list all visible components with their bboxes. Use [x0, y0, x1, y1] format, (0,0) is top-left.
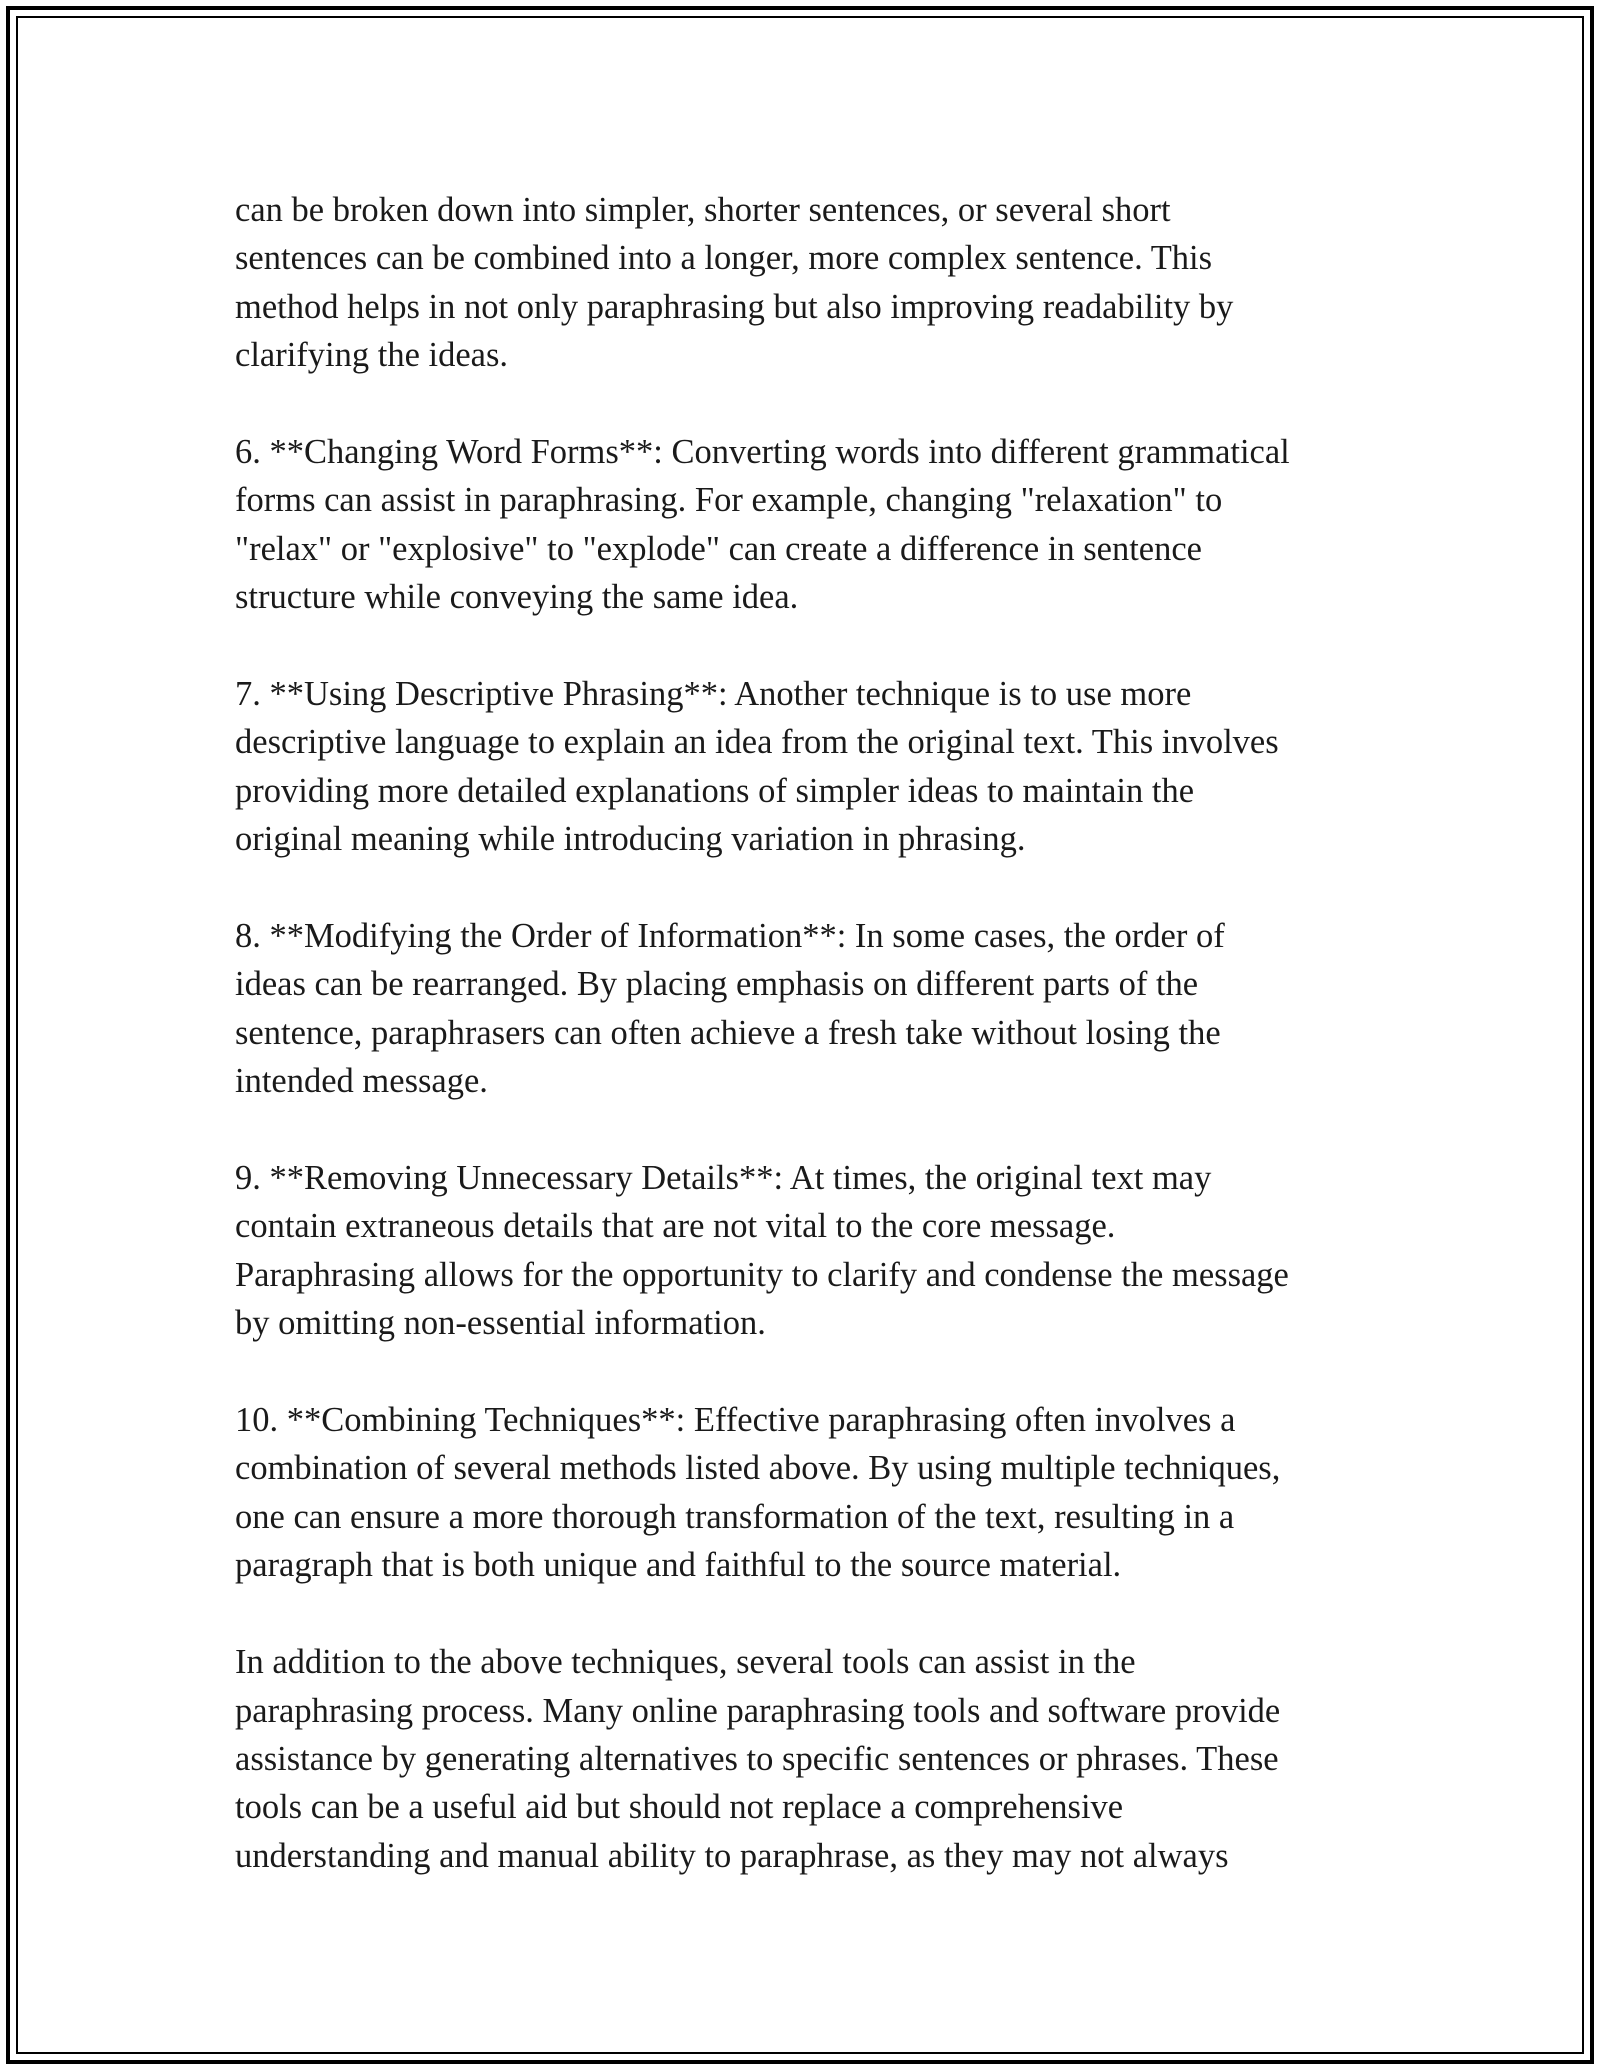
text-line: original meaning while introducing variation in phrasing. [235, 820, 1026, 859]
text-line: ideas can be rearranged. By placing emphasis on different parts of the [235, 965, 1199, 1004]
paragraph-descriptive-phrasing [235, 670, 1375, 864]
text-line: descriptive language to explain an idea from the original text. This involves [235, 723, 1279, 762]
text-line: structure while conveying the same idea. [235, 578, 799, 617]
text-line: contain extraneous details that are not vital to the core message. [235, 1207, 1116, 1246]
text-line: paragraph that is both unique and faithful to the source material. [235, 1546, 1122, 1585]
text-line: method helps in not only paraphrasing but also improving readability by [235, 287, 1234, 326]
text-line: Paraphrasing allows for the opportunity to clarify and condense the message [235, 1255, 1289, 1294]
text-line: forms can assist in paraphrasing. For example, changing "relaxation" to [235, 481, 1223, 520]
text-line: sentence, paraphrasers can often achieve a fresh take without losing the [235, 1013, 1221, 1052]
text-line: intended message. [235, 1062, 488, 1101]
text-line: paraphrasing process. Many online paraphrasing tools and software provide [235, 1691, 1281, 1730]
paragraph-order-of-information [235, 912, 1375, 1106]
text-line: by omitting non-essential information. [235, 1304, 766, 1343]
text-line: 8. **Modifying the Order of Information**: In some cases, the order of [235, 917, 1225, 956]
text-line: "relax" or "explosive" to "explode" can create a difference in sentence [235, 529, 1202, 568]
text-line: In addition to the above techniques, several tools can assist in the [235, 1643, 1136, 1682]
text-line: one can ensure a more thorough transformation of the text, resulting in a [235, 1497, 1235, 1536]
text-line: 6. **Changing Word Forms**: Converting words into different grammatical [235, 433, 1290, 472]
paragraph-combining-techniques [235, 1396, 1375, 1590]
text-line: sentences can be combined into a longer, more complex sentence. This [235, 239, 1213, 278]
paragraph-changing-word-forms [235, 428, 1375, 622]
text-line: understanding and manual ability to paraphrase, as they may not always [235, 1836, 1229, 1875]
text-line: clarifying the ideas. [235, 336, 509, 375]
body-text [235, 186, 1375, 1880]
text-line: 9. **Removing Unnecessary Details**: At times, the original text may [235, 1159, 1212, 1198]
text-line: can be broken down into simpler, shorter sentences, or several short [235, 191, 1171, 229]
text-line: combination of several methods listed above. By using multiple techniques, [235, 1449, 1281, 1488]
paragraph-paraphrasing-tools [235, 1638, 1375, 1880]
text-line: assistance by generating alternatives to specific sentences or phrases. These [235, 1739, 1279, 1778]
text-line: 10. **Combining Techniques**: Effective paraphrasing often involves a [235, 1401, 1236, 1440]
paragraph-removing-details [235, 1154, 1375, 1348]
text-line: providing more detailed explanations of simpler ideas to maintain the [235, 771, 1195, 810]
paragraph-continuation [235, 186, 1375, 380]
text-line: 7. **Using Descriptive Phrasing**: Another technique is to use more [235, 675, 1192, 714]
text-line: tools can be a useful aid but should not replace a comprehensive [235, 1788, 1124, 1827]
